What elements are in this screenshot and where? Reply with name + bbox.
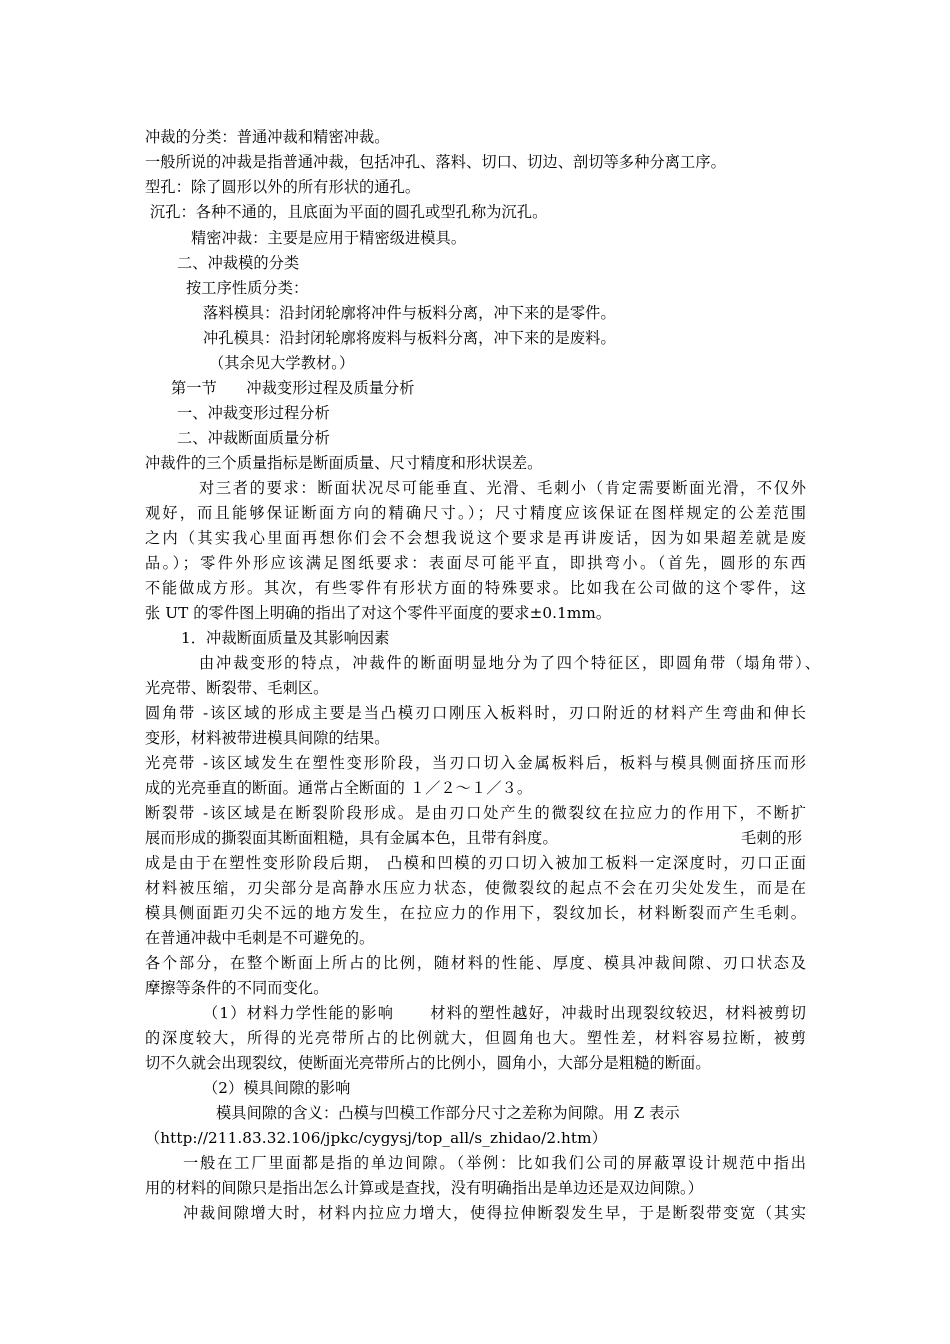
text-line: 对三者的要求：断面状况尽可能垂直、光滑、毛刺小（肯定需要断面光滑，不仅外 xyxy=(199,479,806,497)
text-line: 毛刺的形 xyxy=(741,829,803,847)
text-line: 各个部分，在整个断面上所占的比例，随材料的性能、厚度、模具冲裁间隙、刃口状态及 xyxy=(145,954,806,972)
text-line: 展而形成的撕裂面其断面粗糙，具有金属本色，且带有斜度。 xyxy=(145,829,558,847)
text-line: 不能做成方形。其次，有些零件有形状方面的特殊要求。比如我在公司做的这个零件，这 xyxy=(145,579,806,597)
text-line: 品。）；零件外形应该满足图纸要求：表面尽可能平直，即拱弯小。（首先，圆形的东西 xyxy=(145,554,806,572)
text-line: 的深度较大，所得的光亮带所占的比例就大，但圆角也大。塑性差，材料容易拉断，被剪 xyxy=(145,1029,806,1047)
text-line: 沉孔：各种不通的，且底面为平面的圆孔或型孔称为沉孔。 xyxy=(145,203,548,221)
text-line: 成的光亮垂直的断面。通常占全断面的 １／２～１／３。 xyxy=(145,779,533,797)
text-line: 一般在工厂里面都是指的单边间隙。（举例：比如我们公司的屏蔽罩设计规范中指出 xyxy=(183,1154,806,1172)
text-line: 精密冲裁：主要是应用于精密级进模具。 xyxy=(191,229,467,247)
text-line: 模具侧面距刃尖不远的地方发生，在拉应力的作用下，裂纹加长，材料断裂而产生毛刺。 xyxy=(145,904,806,922)
text-line: 冲孔模具：沿封闭轮廓将废料与板料分离，冲下来的是废料。 xyxy=(203,329,616,347)
text-line: 一般所说的冲裁是指普通冲裁，包括冲孔、落料、切口、切边、剖切等多种分离工序。 xyxy=(145,153,726,171)
text-line: 模具间隙的含义：凸模与凹模工作部分尺寸之差称为间隙。用 Z 表示 xyxy=(216,1104,680,1122)
text-line: 由冲裁变形的特点，冲裁件的断面明显地分为了四个特征区，即圆角带（塌角带）、 xyxy=(199,654,820,672)
text-line: 断裂带 -该区域是在断裂阶段形成。是由刃口处产生的微裂纹在拉应力的作用下，不断扩 xyxy=(145,804,806,822)
text-line: 冲裁间隙增大时，材料内拉应力增大，使得拉伸断裂发生早，于是断裂带变宽（其实 xyxy=(183,1204,806,1222)
text-line: 型孔：除了圆形以外的所有形状的通孔。 xyxy=(145,178,421,196)
subsection-heading: 1．冲裁断面质量及其影响因素 xyxy=(181,629,390,647)
text-line: 光亮带、断裂带、毛刺区。 xyxy=(145,679,329,697)
text-line: 变形，材料被带进模具间隙的结果。 xyxy=(145,729,390,747)
text-line: 切不久就会出现裂纹，使断面光亮带所占的比例小，圆角小，大部分是粗糙的断面。 xyxy=(145,1054,711,1072)
reference-link[interactable]: （http://211.83.32.106/jpkc/cygysj/top_all/s_zhidao/2.htm） xyxy=(145,1129,607,1147)
text-line: （其余见大学教材。） xyxy=(209,354,355,372)
text-line: 按工序性质分类： xyxy=(186,279,309,297)
text-line: 摩擦等条件的不同而变化。 xyxy=(145,979,329,997)
text-line: 落料模具：沿封闭轮廓将冲件与板料分离，冲下来的是零件。 xyxy=(203,304,616,322)
text-line: 用的材料的间隙只是指出怎么计算或是查找，没有明确指出是单边还是双边间隙。） xyxy=(145,1179,704,1197)
text-line: 冲裁的分类：普通冲裁和精密冲裁。 xyxy=(145,128,390,146)
section-heading: 二、冲裁模的分类 xyxy=(177,254,300,272)
text-line: 在普通冲裁中毛刺是不可避免的。 xyxy=(145,929,375,947)
text-line: 材料被压缩，刃尖部分是高静水压应力状态，使微裂纹的起点不会在刃尖处发生，而是在 xyxy=(145,879,806,897)
text-line: 张 UT 的零件图上明确的指出了对这个零件平面度的要求±0.1mm。 xyxy=(145,604,612,622)
text-line: （1）材料力学性能的影响 材料的塑性越好，冲裁时出现裂纹较迟，材料被剪切 xyxy=(203,1004,806,1022)
text-line: 成是由于在塑性变形阶段后期， 凸模和凹模的刃口切入被加工板料一定深度时，刃口正面 xyxy=(145,854,806,872)
text-line: 观好，而且能够保证断面方向的精确尺寸。）；尺寸精度应该保证在图样规定的公差范围 xyxy=(145,504,806,522)
text-line: 之内（其实我心里面再想你们会不会想我说这个要求是再讲废话，因为如果超差就是废 xyxy=(145,529,806,547)
text-line: 圆角带 -该区域的形成主要是当凸模刃口刚压入板料时，刃口附近的材料产生弯曲和伸长 xyxy=(145,704,806,722)
section-heading: 一、冲裁变形过程分析 xyxy=(177,404,330,422)
text-line: 冲裁件的三个质量指标是断面质量、尺寸精度和形状误差。 xyxy=(145,454,543,472)
subsection-heading: （2）模具间隙的影响 xyxy=(203,1079,351,1097)
section-heading: 二、冲裁断面质量分析 xyxy=(177,429,330,447)
chapter-heading: 第一节 冲裁变形过程及质量分析 xyxy=(171,379,415,397)
text-line: 光亮带 -该区域发生在塑性变形阶段，当刃口切入金属板料后，板料与模具侧面挤压而形 xyxy=(145,754,806,772)
